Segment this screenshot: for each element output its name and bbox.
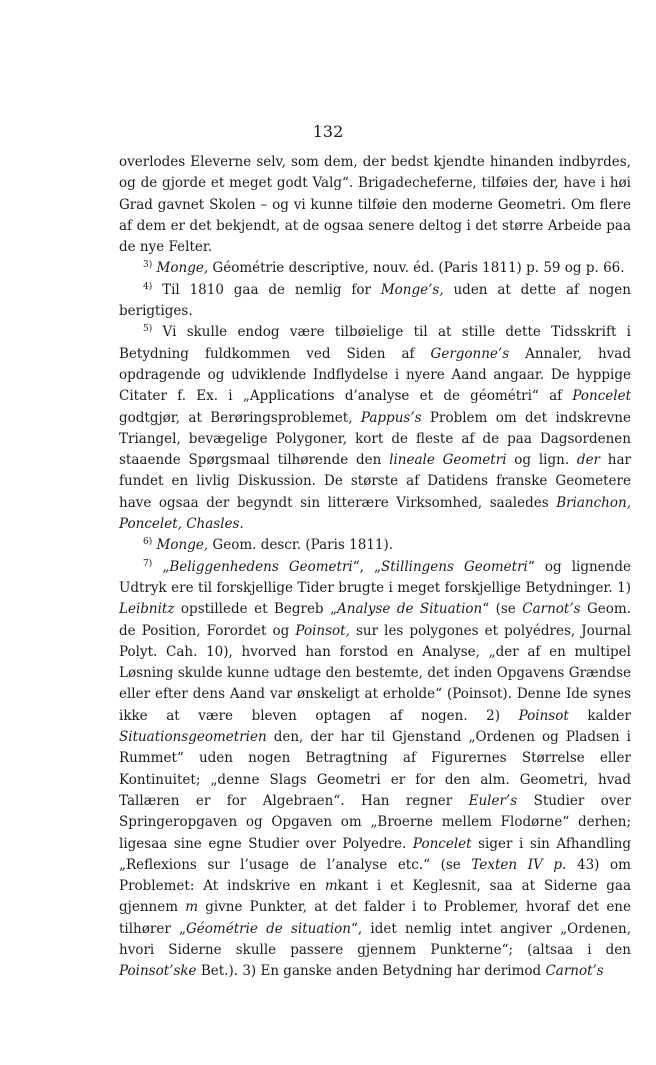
footnote-7-text: kant i et Keglesnit, saa at Siderne gaa gjennem: [119, 878, 631, 916]
footnote-6-text: Geom. descr. (Paris 1811).: [208, 537, 394, 554]
footnote-5-ref: der: [576, 452, 601, 469]
footnote-5-text: har fundet en livlig Diskussion. De største af Datidens franske Geometere have ogsaa der begyndt sin litterære Virksomhed, saaledes: [119, 452, 631, 511]
footnote-5-text: og lign.: [506, 452, 577, 469]
footnote-7-text: opstillede et Begreb „: [174, 601, 338, 618]
footnote-7-text: Geom. de Position, Forordet og: [119, 601, 631, 639]
footnote-6-author: Monge,: [156, 537, 209, 554]
footnote-7-text: “ (se: [482, 601, 523, 618]
footnote-5-ref: lineale Geometri: [389, 452, 507, 469]
footnote-7-ref: m: [185, 899, 199, 916]
footnote-4: [119, 280, 631, 323]
footnote-7-text: 43) om Problemet: At indskrive en: [119, 856, 631, 895]
footnote-4-text-end: uden at dette af nogen berigtiges.: [119, 281, 631, 320]
footnote-7-ref: Analyse de Situation: [337, 601, 483, 618]
footnote-7-ref: Situationsgeometrien: [119, 729, 267, 746]
footnote-7-text: givne Punkter, at det falder i to Problemer, hvoraf det ene tilhører „: [119, 899, 631, 937]
footnote-5-ref: Pappus’s: [360, 409, 422, 426]
footnote-7-ref: Poinsot: [518, 707, 569, 724]
footnote-5-text: Vi skulle endog være tilbøielige til at stille dette Tidsskrift i Betydning fuldkommen ved Siden af: [119, 324, 631, 362]
footnote-7-ref: Leibnitz: [119, 601, 175, 618]
footnote-7-text: siger i sin Afhandling „Reflexions sur l’usage de l’analyse etc.“ (se: [119, 835, 631, 873]
paragraph-continued: overlodes Eleverne selv, som dem, der bedst kjendte hinanden indbyrdes, og de gjorde et meget godt Valg“. Brigadecheferne, tilføies der, have i høi Grad gavnet Skolen – og vi kunne tilføie den moderne Geometri. Om flere af dem er det bekjendt, at de ogsaa senere deltog i det større Arbeide paa de nye Felter.: [119, 154, 631, 256]
footnote-7-text: kalder: [568, 707, 631, 724]
footnote-7-text: „: [152, 558, 170, 575]
footnote-7-text: den, der har til Gjenstand „Ordenen og Pladsen i Rummet“ uden nogen Betragtning af Figurernes Størrelse eller Kontinuitet; „denne Slags Geometri er for den alm. Geometri, hvad Tallæren er for Algebraen“. Han regner: [119, 729, 631, 809]
footnote-4-marker: 4): [143, 281, 153, 292]
footnote-7-ref: Texten IV p.: [471, 856, 567, 873]
footnote-7-ref: Poinsot,: [295, 622, 350, 639]
footnote-3: [119, 258, 631, 279]
footnote-7-ref: Poncelet: [412, 835, 472, 852]
footnote-7-ref: Carnot’s: [545, 963, 604, 980]
footnote-7-ref: m: [324, 878, 338, 895]
footnote-5-ref: Gergonne’s: [430, 345, 510, 362]
footnote-4-text: Til 1810 gaa de nemlig for: [152, 281, 381, 298]
footnote-7-ref: Géométrie de situation: [186, 920, 351, 937]
footnote-5-marker: 5): [143, 324, 153, 335]
footnote-7-ref: Carnot’s: [522, 601, 581, 618]
footnote-7-text: Studier over Springeropgaven og Opgaven om „Broerne mellem Flodørne“ derhen; ligesaa sine egne Studier over Polyedre.: [119, 792, 631, 852]
footnote-5-text: Problem om det indskrevne Triangel, bevægelige Polygoner, kort de fleste af de paa Dagsordenen staaende Spørgsmaal tilhørende den: [119, 409, 631, 469]
footnote-7-marker: 7): [143, 558, 153, 569]
footnote-5-ref: Poncelet: [572, 388, 631, 405]
footnote-4-author: Monge’s,: [380, 281, 444, 298]
footnote-3-author: Monge,: [156, 260, 209, 277]
footnote-3-text: Géométrie descriptive, nouv. éd. (Paris 1811) p. 59 og p. 66.: [208, 260, 625, 277]
footnote-7-ref: Stillingens Geometri: [381, 558, 528, 575]
footnote-7-text: “, idet nemlig intet angiver „Ordenen, hvori Siderne skulle passere gjennem Punkterne“; (altsaa i den: [119, 920, 631, 958]
footnote-7-text: Bet.). 3) En ganske anden Betydning har derimod: [196, 963, 546, 980]
footnote-3-marker: 3): [143, 260, 153, 271]
footnote-5: [119, 322, 631, 535]
footnote-7: [119, 557, 631, 983]
footnote-7-text: “, „: [352, 558, 382, 575]
footnote-6: [119, 535, 631, 556]
footnote-7-text: sur les polygones et polyédres, Journal Polyt. Cah. 10), hvorved han forstod en Analyse, „der af en multipel Løsning skulde kunne udtage den bestemte, det inden Opgavens Grændse eller efter dens Aand var ønskeligt at erholde“ (Poinsot). Denne Ide synes ikke at være bleven optagen af nogen. 2): [119, 622, 632, 724]
footnote-5-ref: Brianchon, Poncelet, Chasles.: [119, 494, 631, 533]
footnote-5-text: Annaler, hvad opdragende og udviklende Indflydelse i nyere Aand angaar. De hyppige Citater f. Ex. i „Applications d’analyse et de géométri“ af: [119, 345, 631, 405]
footnote-6-marker: 6): [143, 537, 153, 548]
footnote-7-text: “ og lignende Udtryk ere til forskjellige Tider brugte i meget forskjellige Betydninger. 1): [119, 558, 631, 596]
body-text: [119, 152, 631, 983]
page-number: 132: [312, 122, 344, 141]
footnote-7-ref: Euler’s: [468, 792, 518, 809]
footnote-7-ref: Poinsot’ske: [119, 963, 197, 980]
footnote-7-ref: Beliggenhedens Geometri: [169, 558, 353, 575]
footnote-5-text: godtgjør, at Berøringsproblemet,: [119, 409, 361, 426]
